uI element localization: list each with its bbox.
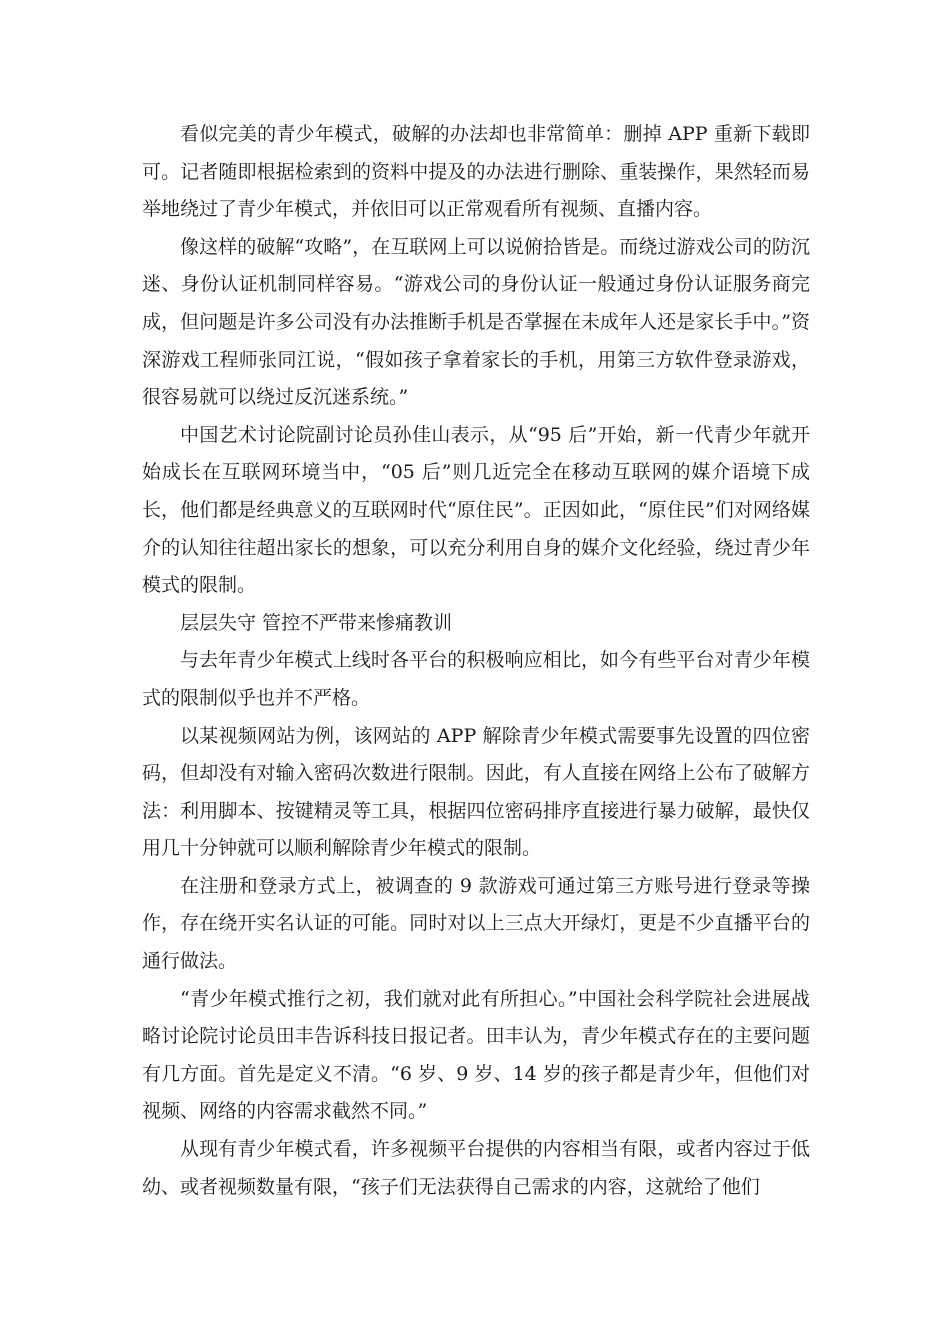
section-heading: 层层失守 管控不严带来惨痛教训 xyxy=(180,611,453,634)
paragraph-7: “青少年模式推行之初，我们就对此有所担心。”中国社会科学院社会进展战略讨论院讨论员田丰告诉科技日报记者。田丰认为，青少年模式存在的主要问题有几方面。首先是定义不清。“6 岁、9 岁、14 岁的孩子都是青少年，但他们对视频、网络的内容需求截然不同。” xyxy=(142,987,810,1123)
paragraph-5: 以某视频网站为例，该网站的 APP 解除青少年模式需要事先设置的四位密码，但却没有对输入密码次数进行限制。因此，有人直接在网络上公布了破解方法：利用脚本、按键精灵等工具，根据四位密码排序直接进行暴力破解，最快仅用几十分钟就可以顺利解除青少年模式的限制。 xyxy=(142,724,810,860)
paragraph-4: 与去年青少年模式上线时各平台的积极响应相比，如今有些平台对青少年模式的限制似乎也并不严格。 xyxy=(142,649,810,709)
paragraph-6: 在注册和登录方式上，被调查的 9 款游戏可通过第三方账号进行登录等操作，存在绕开实名认证的可能。同时对以上三点大开绿灯，更是不少直播平台的通行做法。 xyxy=(142,874,810,973)
article-body xyxy=(142,116,810,1206)
paragraph-3: 中国艺术讨论院副讨论员孙佳山表示，从“95 后”开始，新一代青少年就开始成长在互联网环境当中，“05 后”则几近完全在移动互联网的媒介语境下成长，他们都是经典意义的互联网时代“原住民”。正因如此，“原住民”们对网络媒介的认知往往超出家长的想象，可以充分利用自身的媒介文化经验，绕过青少年模式的限制。 xyxy=(142,423,810,597)
paragraph-2: 像这样的破解“攻略”，在互联网上可以说俯拾皆是。而绕过游戏公司的防沉迷、身份认证机制同样容易。“游戏公司的身份认证一般通过身份认证服务商完成，但问题是许多公司没有办法推断手机是否掌握在未成年人还是家长手中。”资深游戏工程师张同江说，“假如孩子拿着家长的手机，用第三方软件登录游戏，很容易就可以绕过反沉迷系统。” xyxy=(142,235,810,409)
paragraph-1: 看似完美的青少年模式，破解的办法却也非常简单：删掉 APP 重新下载即可。记者随即根据检索到的资料中提及的办法进行删除、重装操作，果然轻而易举地绕过了青少年模式，并依旧可以正常观看所有视频、直播内容。 xyxy=(142,123,810,221)
paragraph-8: 从现有青少年模式看，许多视频平台提供的内容相当有限，或者内容过于低幼、或者视频数量有限，“孩子们无法获得自己需求的内容，这就给了他们 xyxy=(142,1138,810,1198)
